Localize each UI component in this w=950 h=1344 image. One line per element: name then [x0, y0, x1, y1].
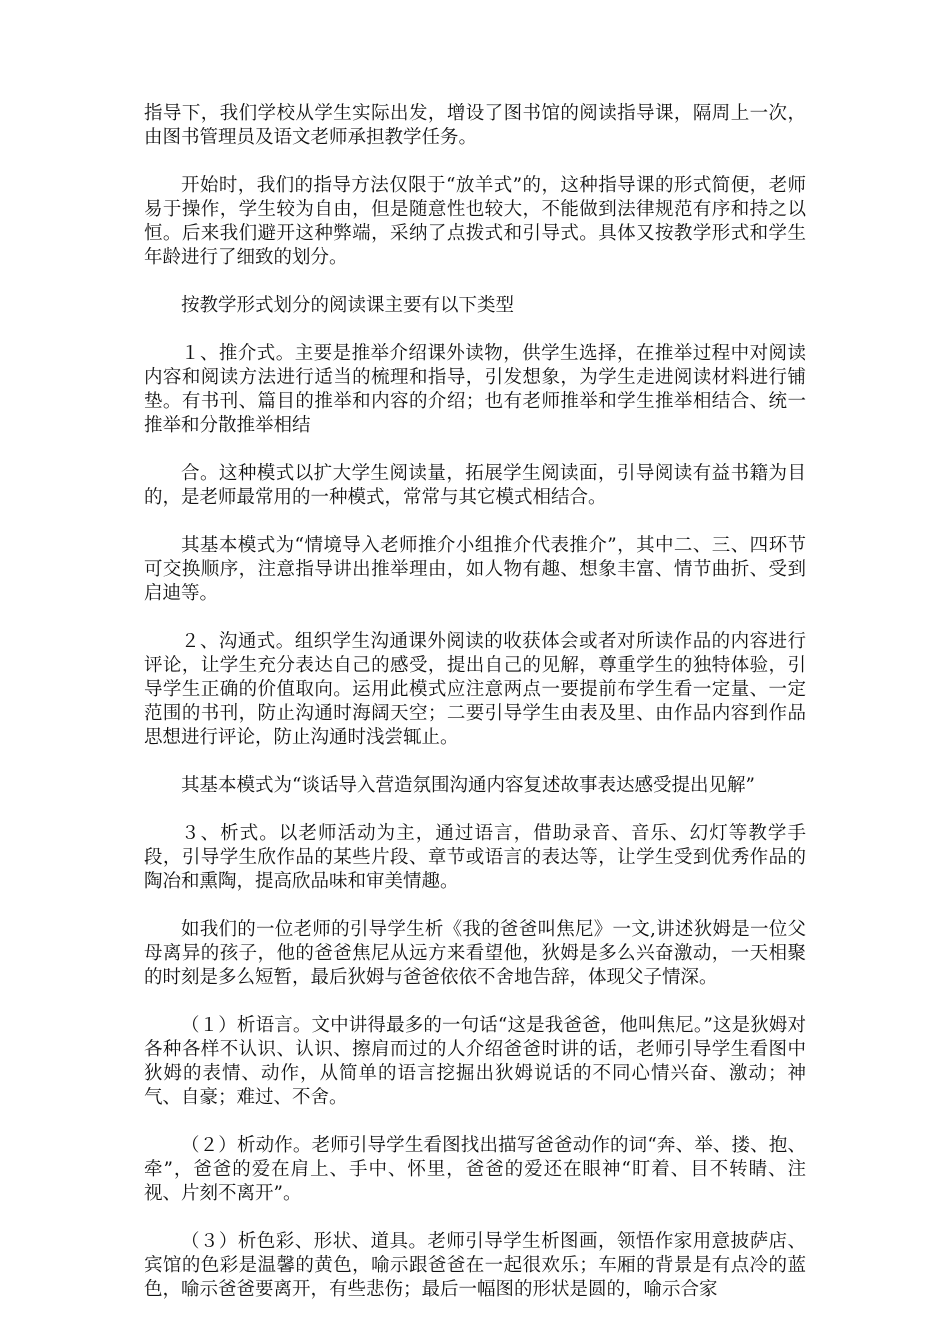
paragraph-4: １、推介式。主要是推举介绍课外读物，供学生选择，在推举过程中对阅读内容和阅读方法进行适当的梳理和指导，引发想象，为学生走进阅读材料进行铺垫。有书刊、篇目的推举和内容的介绍；也有老师推举和学生推举相结合、统一推举和分散推举相结 [144, 343, 806, 436]
paragraph-13: （３）析色彩、形状、道具。老师引导学生析图画，领悟作家用意披萨店、宾馆的色彩是温馨的黄色，喻示跟爸爸在一起很欢乐；车厢的背景是有点冷的蓝色，喻示爸爸要离开，有些悲伤；最后一幅图的形状是圆的，喻示合家 [144, 1231, 806, 1300]
paragraph-6: 其基本模式为“情境导入老师推介小组推介代表推介”，其中二、三、四环节可交换顺序，注意指导讲出推举理由，如人物有趣、想象丰富、情节曲折、受到启迪等。 [144, 535, 806, 604]
paragraph-9: ３、析式。以老师活动为主，通过语言，借助录音、音乐、幻灯等教学手段，引导学生欣作品的某些片段、章节或语言的表达等，让学生受到优秀作品的陶冶和熏陶，提高欣品味和审美情趣。 [144, 823, 806, 892]
paragraph-10: 如我们的一位老师的引导学生析《我的爸爸叫焦尼》一文,讲述狄姆是一位父母离异的孩子，他的爸爸焦尼从远方来看望他，狄姆是多么兴奋激动，一天相聚的时刻是多么短暂，最后狄姆与爸爸依依不舍地告辞，体现父子情深。 [144, 919, 806, 988]
paragraph-8: 其基本模式为“谈话导入营造氛围沟通内容复述故事表达感受提出见解” [181, 775, 755, 796]
document-body [144, 102, 806, 1302]
paragraph-1: 指导下，我们学校从学生实际出发，增设了图书馆的阅读指导课，隔周上一次，由图书管理员及语文老师承担教学任务。 [144, 103, 806, 148]
paragraph-2: 开始时，我们的指导方法仅限于“放羊式”的，这种指导课的形式简便，老师易于操作，学生较为自由，但是随意性也较大，不能做到法律规范有序和持之以恒。后来我们避开这种弊端，采纳了点拨式和引导式。具体又按教学形式和学生年龄进行了细致的划分。 [144, 175, 806, 268]
paragraph-7: ２、沟通式。组织学生沟通课外阅读的收获体会或者对所读作品的内容进行评论，让学生充分表达自己的感受，提出自己的见解，尊重学生的独特体验，引导学生正确的价值取向。运用此模式应注意两点一要提前布学生看一定量、一定范围的书刊，防止沟通时海阔天空；二要引导学生由表及里、由作品内容到作品思想进行评论，防止沟通时浅尝辄止。 [144, 631, 806, 748]
paragraph-3: 按教学形式划分的阅读课主要有以下类型 [181, 295, 515, 316]
paragraph-11: （１）析语言。文中讲得最多的一句话“这是我爸爸，他叫焦尼。”这是狄姆对各种各样不认识、认识、擦肩而过的人介绍爸爸时讲的话，老师引导学生看图中狄姆的表情、动作，从简单的语言挖掘出狄姆说话的不同心情兴奋、激动；神气、自豪；难过、不舍。 [144, 1015, 806, 1108]
paragraph-5: 合。这种模式以扩大学生阅读量，拓展学生阅读面，引导阅读有益书籍为目的，是老师最常用的一种模式，常常与其它模式相结合。 [144, 463, 806, 508]
paragraph-12: （２）析动作。老师引导学生看图找出描写爸爸动作的词“奔、举、搂、抱、牵”，爸爸的爱在肩上、手中、怀里，爸爸的爱还在眼神“盯着、目不转睛、注视、片刻不离开”。 [144, 1135, 806, 1204]
